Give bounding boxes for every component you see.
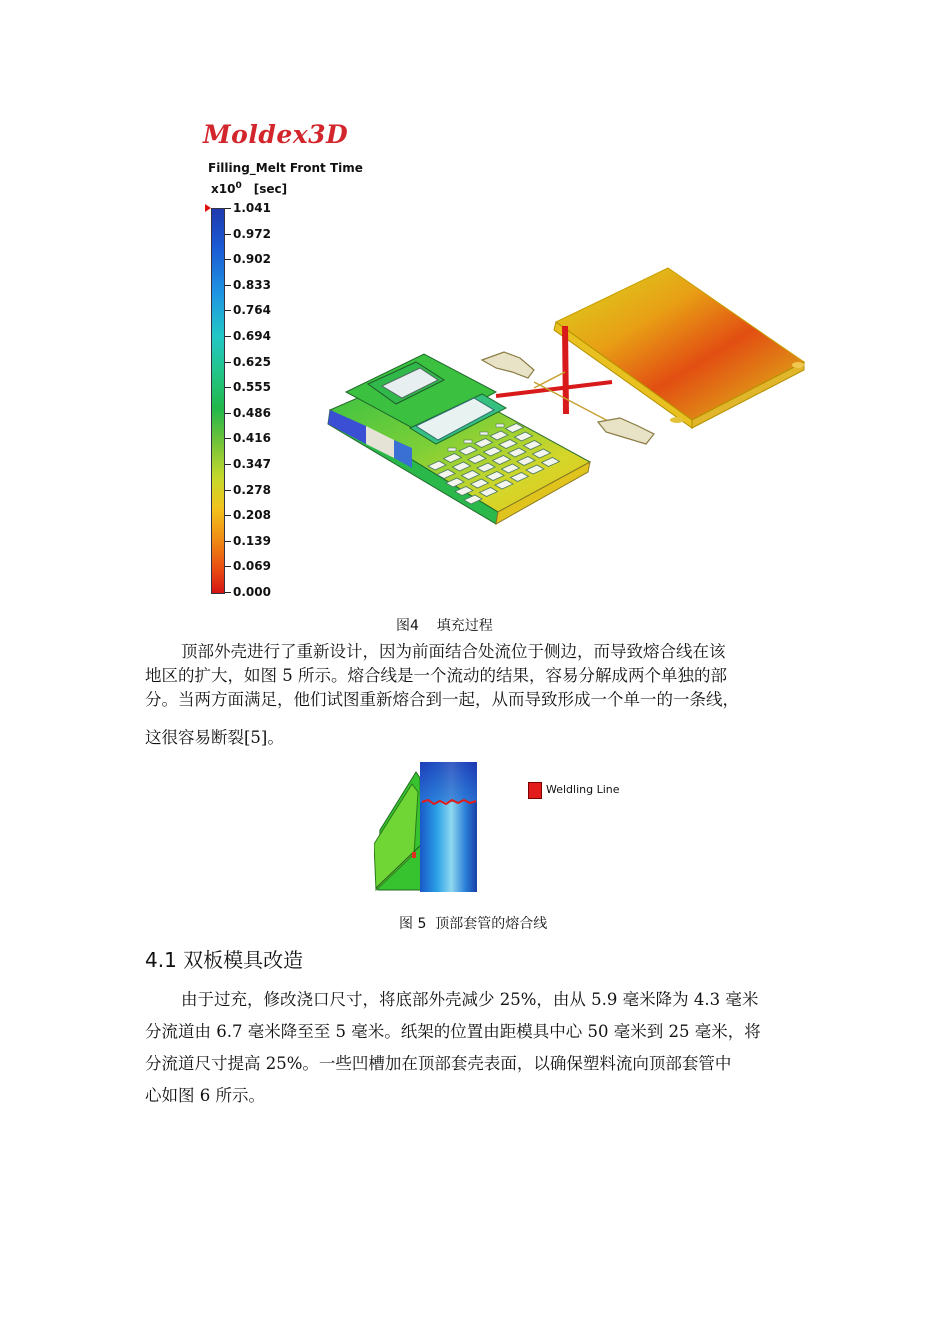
- scale-tick: [225, 285, 231, 286]
- body-paragraph-1: [145, 640, 810, 750]
- unit-label: [sec]: [253, 182, 288, 196]
- scale-tick: [225, 490, 231, 491]
- scale-value-label: 0.000: [233, 585, 271, 599]
- scale-value-label: 0.139: [233, 533, 271, 548]
- scale-tick: [225, 362, 231, 363]
- scale-value-label: 0.208: [233, 508, 271, 523]
- unit-exponent: 0: [235, 181, 242, 191]
- scale-tick: [225, 208, 231, 209]
- paragraph-line: 分流道由 6.7 毫米降至至 5 毫米。纸架的位置由距模具中心 50 毫米到 25 毫米，将: [145, 1022, 761, 1041]
- plate-part: [554, 268, 804, 428]
- scale-tick: [225, 259, 231, 260]
- scale-tick: [225, 310, 231, 311]
- scale-tick: [225, 541, 231, 542]
- figure-5-caption: 图 5 顶部套管的熔合线: [399, 916, 548, 932]
- body-paragraph-2: [145, 984, 810, 1112]
- calculator-mold-render: [320, 262, 820, 534]
- scale-value-label: 0.694: [233, 329, 271, 343]
- legend-title: Filling_Melt Front Time: [208, 161, 363, 175]
- scale-value-label: 0.625: [233, 354, 271, 369]
- scale-value-label: 0.972: [233, 226, 271, 241]
- function-key: [448, 448, 456, 451]
- scale-tick: [225, 515, 231, 516]
- scale-value-label: 0.416: [233, 431, 271, 446]
- unit-base: x10: [211, 182, 236, 196]
- scale-tick: [225, 464, 231, 465]
- scale-value-label: 0.833: [233, 277, 271, 292]
- scale-value-label: 0.347: [233, 457, 271, 471]
- paragraph-line: 顶部外壳进行了重新设计，因为前面结合处流位于侧边，而导致熔合线在该: [181, 642, 726, 661]
- scale-tick: [225, 592, 231, 593]
- function-key: [496, 424, 504, 427]
- color-scale-bar: [211, 208, 225, 594]
- scale-value-label: 0.555: [233, 380, 271, 395]
- paragraph-line: 地区的扩大，如图 5 所示。熔合线是一个流动的结果，容易分解成两个单独的部: [145, 666, 727, 685]
- scale-tick: [225, 234, 231, 235]
- scale-tick: [225, 438, 231, 439]
- paragraph-line: 分流道尺寸提高 25%。一些凹槽加在顶部套壳表面，以确保塑料流向顶部套管中: [145, 1054, 732, 1073]
- function-key: [464, 440, 472, 443]
- paragraph-line: 心如图 6 所示。: [145, 1086, 265, 1105]
- weld-line-render: [374, 762, 478, 892]
- function-key: [480, 432, 488, 435]
- scale-tick: [225, 336, 231, 337]
- scale-value-label: 0.486: [233, 405, 271, 420]
- scale-value-label: 0.764: [233, 303, 271, 318]
- scale-tick: [225, 387, 231, 388]
- scale-value-label: 1.041: [233, 201, 271, 215]
- weld-line-swatch: [528, 782, 542, 799]
- moldex3d-logo: Moldex3D: [203, 120, 349, 149]
- figure-4-caption: 图4 填充过程: [396, 618, 493, 634]
- scale-value-label: 0.902: [233, 252, 271, 267]
- scale-value-label: 0.278: [233, 482, 271, 497]
- legend-unit: [211, 181, 287, 196]
- paragraph-line: 由于过充，修改浇口尺寸，将底部外壳减少 25%，由从 5.9 毫米降为 4.3 毫米: [181, 990, 759, 1009]
- scale-tick: [225, 413, 231, 414]
- paragraph-line: 分。当两方面满足，他们试图重新熔合到一起，从而导致形成一个单一的一条线，: [145, 690, 739, 709]
- scale-tick: [225, 566, 231, 567]
- paragraph-line: 这很容易断裂[5]。: [145, 728, 284, 747]
- weld-line-legend-label: Weldling Line: [546, 783, 620, 796]
- scale-value-label: 0.069: [233, 559, 271, 574]
- section-heading: 4.1 双板模具改造: [145, 948, 304, 972]
